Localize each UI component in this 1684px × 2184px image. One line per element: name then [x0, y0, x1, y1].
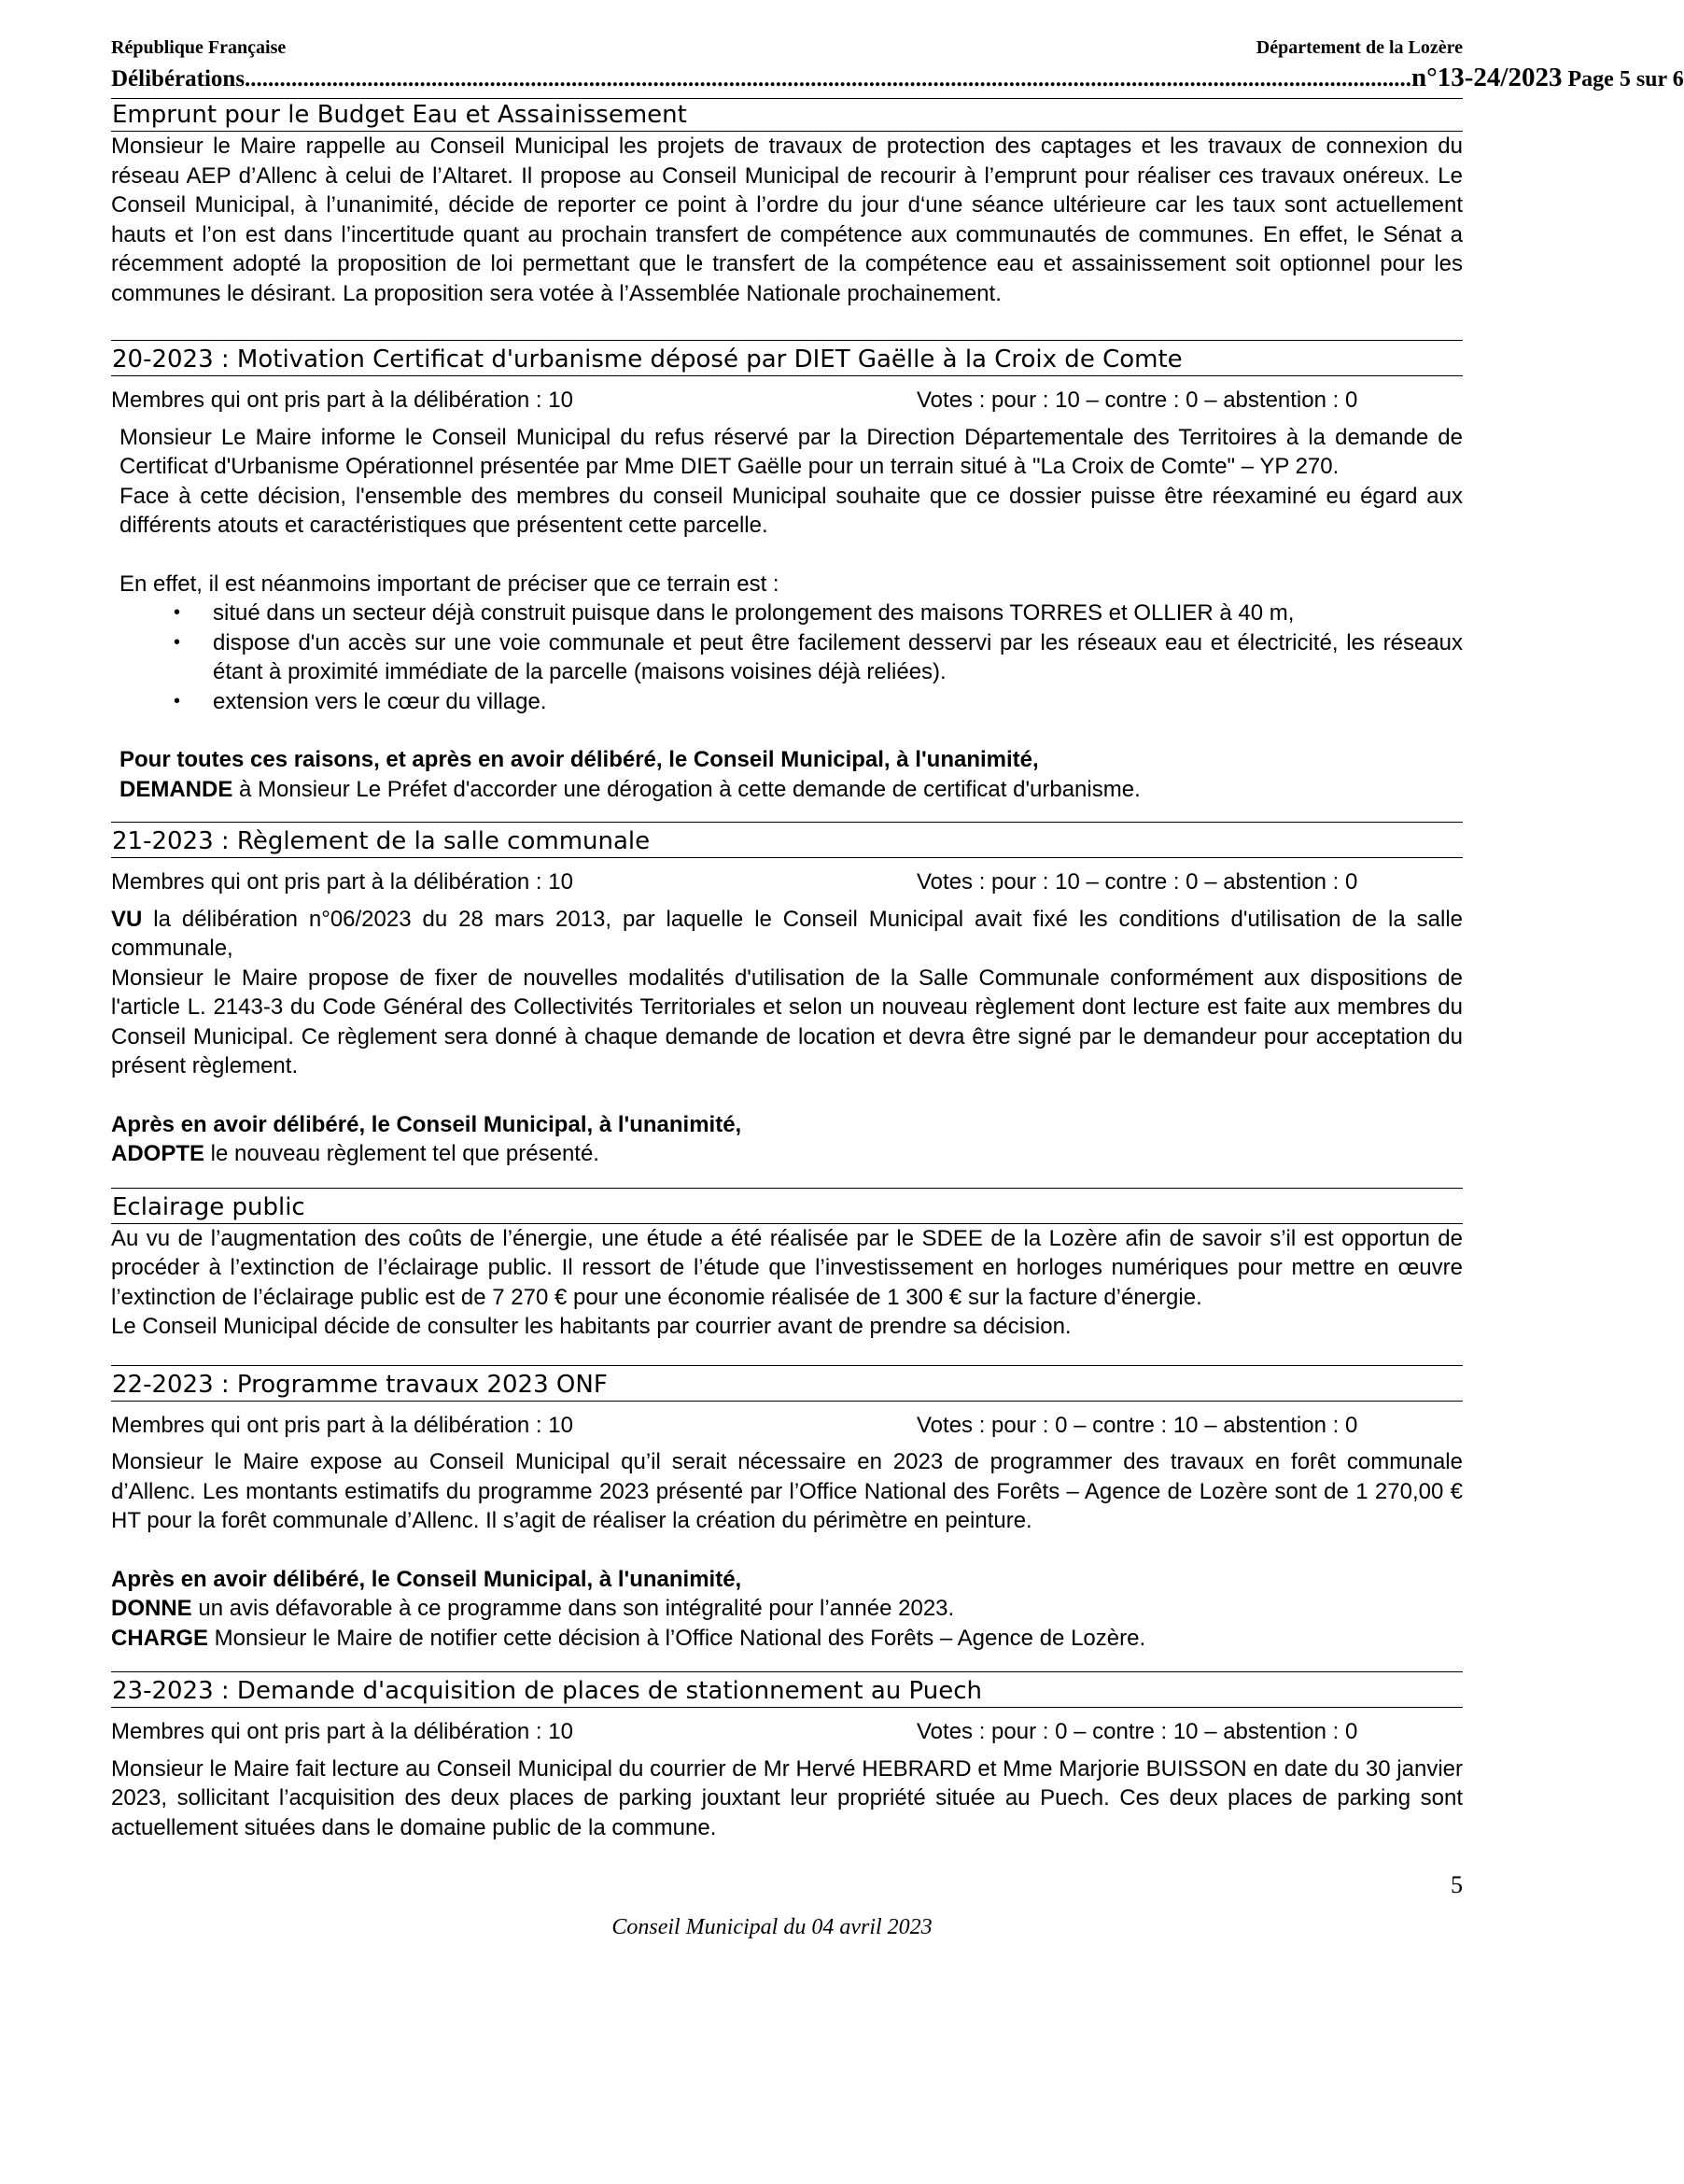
bullet-icon: •	[174, 602, 181, 623]
header-top	[111, 35, 1463, 60]
paragraph: Monsieur Le Maire informe le Conseil Municipal du refus réservé par la Direction Départementale des Territoires à la demande de Certificat d'Urbanisme Opérationnel présentée par Mme DIET Gaëlle pour un terrain situé à "La Croix de Comte" – YP 270.	[119, 424, 1463, 479]
paragraph: Monsieur le Maire expose au Conseil Municipal qu’il serait nécessaire en 2023 de programmer des travaux en forêt communale d’Allenc. Les montants estimatifs du programme 2023 présenté par l’Office National des Forêts – Agence de Lozère sont de 1 270,00 € HT pour la forêt communale d’Allenc. Il s’agit de réaliser la création du périmètre en peinture.	[111, 1449, 1463, 1533]
decision-verb: DONNE	[111, 1596, 192, 1621]
paragraph: Monsieur le Maire rappelle au Conseil Municipal les projets de travaux de protection des captages et les travaux de connexion du réseau AEP d’Allenc à celui de l’Altaret. Il propose au Conseil Municipal de recourir à l’emprunt pour réaliser ces travaux onéreux. Le Conseil Municipal, à l’unanimité, décide de reporter ce point à l’ordre du jour d‘une séance ultérieure car les taux sont actuellement hauts et l’on est dans l’incertitude quant au prochain transfert de compétence aux communautés de communes. En effet, le Sénat a récemment adopté la proposition de loi permettant que le transfert de la compétence eau et assainissement soit optionnel pour les communes le désirant. La proposition sera votée à l’Assemblée Nationale prochainement.	[111, 134, 1463, 306]
section-title: Emprunt pour le Budget Eau et Assainissement	[111, 99, 1463, 132]
section-title: 23-2023 : Demande d'acquisition de places de stationnement au Puech	[111, 1675, 1463, 1708]
decision: DEMANDE à Monsieur Le Préfet d'accorder une dérogation à cette demande de certificat d'urbanisme.	[119, 776, 1141, 802]
document-page	[111, 35, 1684, 1842]
section-title: 22-2023 : Programme travaux 2023 ONF	[111, 1369, 1463, 1402]
section-emprunt	[111, 98, 1463, 308]
decision-verb: CHARGE	[111, 1625, 209, 1651]
paragraph: Au vu de l’augmentation des coûts de l’énergie, une étude a été réalisée par le SDEE de la Lozère afin de savoir s’il est opportun de procéder à l’extinction de l’éclairage public. Il ressort de l’étude que l’investissement en horloges numériques pour mettre en œuvre l’extinction de l’éclairage public est de 7 270 € pour une économie réalisée de 1 300 € sur la facture d’énergie.	[111, 1225, 1463, 1310]
decision-intro: Pour toutes ces raisons, et après en avoir délibéré, le Conseil Municipal, à l'unanimité,	[119, 747, 1039, 772]
list-item: • situé dans un secteur déjà construit puisque dans le prolongement des maisons TORRES et OLLIER à 40 m,	[119, 599, 1463, 628]
paragraph: Face à cette décision, l'ensemble des membres du conseil Municipal souhaite que ce dossier puisse être réexaminé eu égard aux différents atouts et caractéristiques que présentent cette parcelle.	[119, 483, 1463, 538]
paragraph: VU la délibération n°06/2023 du 28 mars 2013, par laquelle le Conseil Municipal avait fixé les conditions d'utilisation de la salle communale,	[111, 906, 1463, 961]
section-eclairage	[111, 1188, 1463, 1342]
votes-result: Votes : pour : 10 – contre : 0 – abstention : 0	[917, 869, 1358, 895]
vote-info	[111, 867, 1463, 897]
list-item: • extension vers le cœur du village.	[119, 687, 1463, 717]
paragraph: Monsieur le Maire propose de fixer de nouvelles modalités d'utilisation de la Salle Communale conformément aux dispositions de l'article L. 2143-3 du Code Général des Collectivités Territoriales et selon un nouveau règlement dont lecture est faite aux membres du Conseil Municipal. Ce règlement sera donné à chaque demande de location et devra être signé par le demandeur pour acceptation du présent règlement.	[111, 965, 1463, 1078]
section-title: 20-2023 : Motivation Certificat d'urbanisme déposé par DIET Gaëlle à la Croix de Comte	[111, 344, 1463, 376]
section-deliberation-21	[111, 822, 1463, 1169]
header-deliberations: Délibérations	[111, 66, 246, 92]
decision: CHARGE Monsieur le Maire de notifier cette décision à l’Office National des Forêts – Agence de Lozère.	[111, 1625, 1146, 1651]
header-republique: République Française	[111, 37, 287, 58]
section-deliberation-23	[111, 1671, 1463, 1842]
header-dot-leader: ........................................................................................................................................................................................................	[245, 66, 1412, 92]
footer: Conseil Municipal du 04 avril 2023	[611, 1915, 933, 1939]
page-number: 5	[1451, 1871, 1463, 1898]
header-main	[111, 61, 1684, 96]
list-item: • dispose d'un accès sur une voie communale et peut être facilement desservi par les réseaux eau et électricité, les réseaux étant à proximité immédiate de la parcelle (maisons voisines déjà reliées).	[174, 629, 1463, 684]
paragraph: Le Conseil Municipal décide de consulter les habitants par courrier avant de prendre sa décision.	[111, 1314, 1072, 1339]
header-page: Page 5 sur 6	[1567, 67, 1684, 92]
section-title: 21-2023 : Règlement de la salle communale	[111, 825, 1463, 858]
paragraph: Monsieur le Maire fait lecture au Conseil Municipal du courrier de Mr Hervé HEBRARD et Mme Marjorie BUISSON en date du 30 janvier 2023, sollicitant l’acquisition des deux places de parking jouxtant leur propriété située au Puech. Ces deux places de parking sont actuellement situées dans le domaine public de la commune.	[111, 1755, 1463, 1840]
vote-info	[111, 1411, 1463, 1441]
votes-result: Votes : pour : 0 – contre : 10 – abstention : 0	[917, 1719, 1358, 1744]
bullet-icon: •	[174, 690, 181, 712]
header-departement: Département de la Lozère	[1256, 37, 1463, 58]
decision-intro: Après en avoir délibéré, le Conseil Municipal, à l'unanimité,	[111, 1566, 742, 1592]
section-deliberation-20	[111, 340, 1463, 804]
vu-label: VU	[111, 906, 143, 932]
votes-result: Votes : pour : 10 – contre : 0 – abstention : 0	[917, 387, 1358, 413]
decision: ADOPTE le nouveau règlement tel que présenté.	[111, 1141, 599, 1166]
section-title: Eclairage public	[111, 1191, 1463, 1224]
members-count: Membres qui ont pris part à la délibération : 10	[111, 1719, 573, 1744]
decision-verb: DEMANDE	[119, 776, 233, 802]
decision-intro: Après en avoir délibéré, le Conseil Municipal, à l'unanimité,	[111, 1111, 742, 1137]
members-count: Membres qui ont pris part à la délibération : 10	[111, 1412, 573, 1438]
votes-result: Votes : pour : 0 – contre : 10 – abstention : 0	[917, 1412, 1358, 1438]
bullet-icon: •	[174, 631, 181, 653]
section-body	[111, 423, 1463, 805]
members-count: Membres qui ont pris part à la délibération : 10	[111, 387, 573, 413]
members-count: Membres qui ont pris part à la délibération : 10	[111, 869, 573, 895]
paragraph: En effet, il est néanmoins important de préciser que ce terrain est :	[119, 571, 779, 597]
decision-verb: ADOPTE	[111, 1141, 205, 1166]
decision: DONNE un avis défavorable à ce programme dans son intégralité pour l’année 2023.	[111, 1596, 955, 1621]
bullet-list	[119, 599, 1463, 716]
header-number: n°13-24/2023	[1411, 63, 1563, 92]
vote-info	[111, 1717, 1463, 1747]
section-deliberation-22	[111, 1365, 1463, 1654]
vote-info	[111, 386, 1463, 416]
